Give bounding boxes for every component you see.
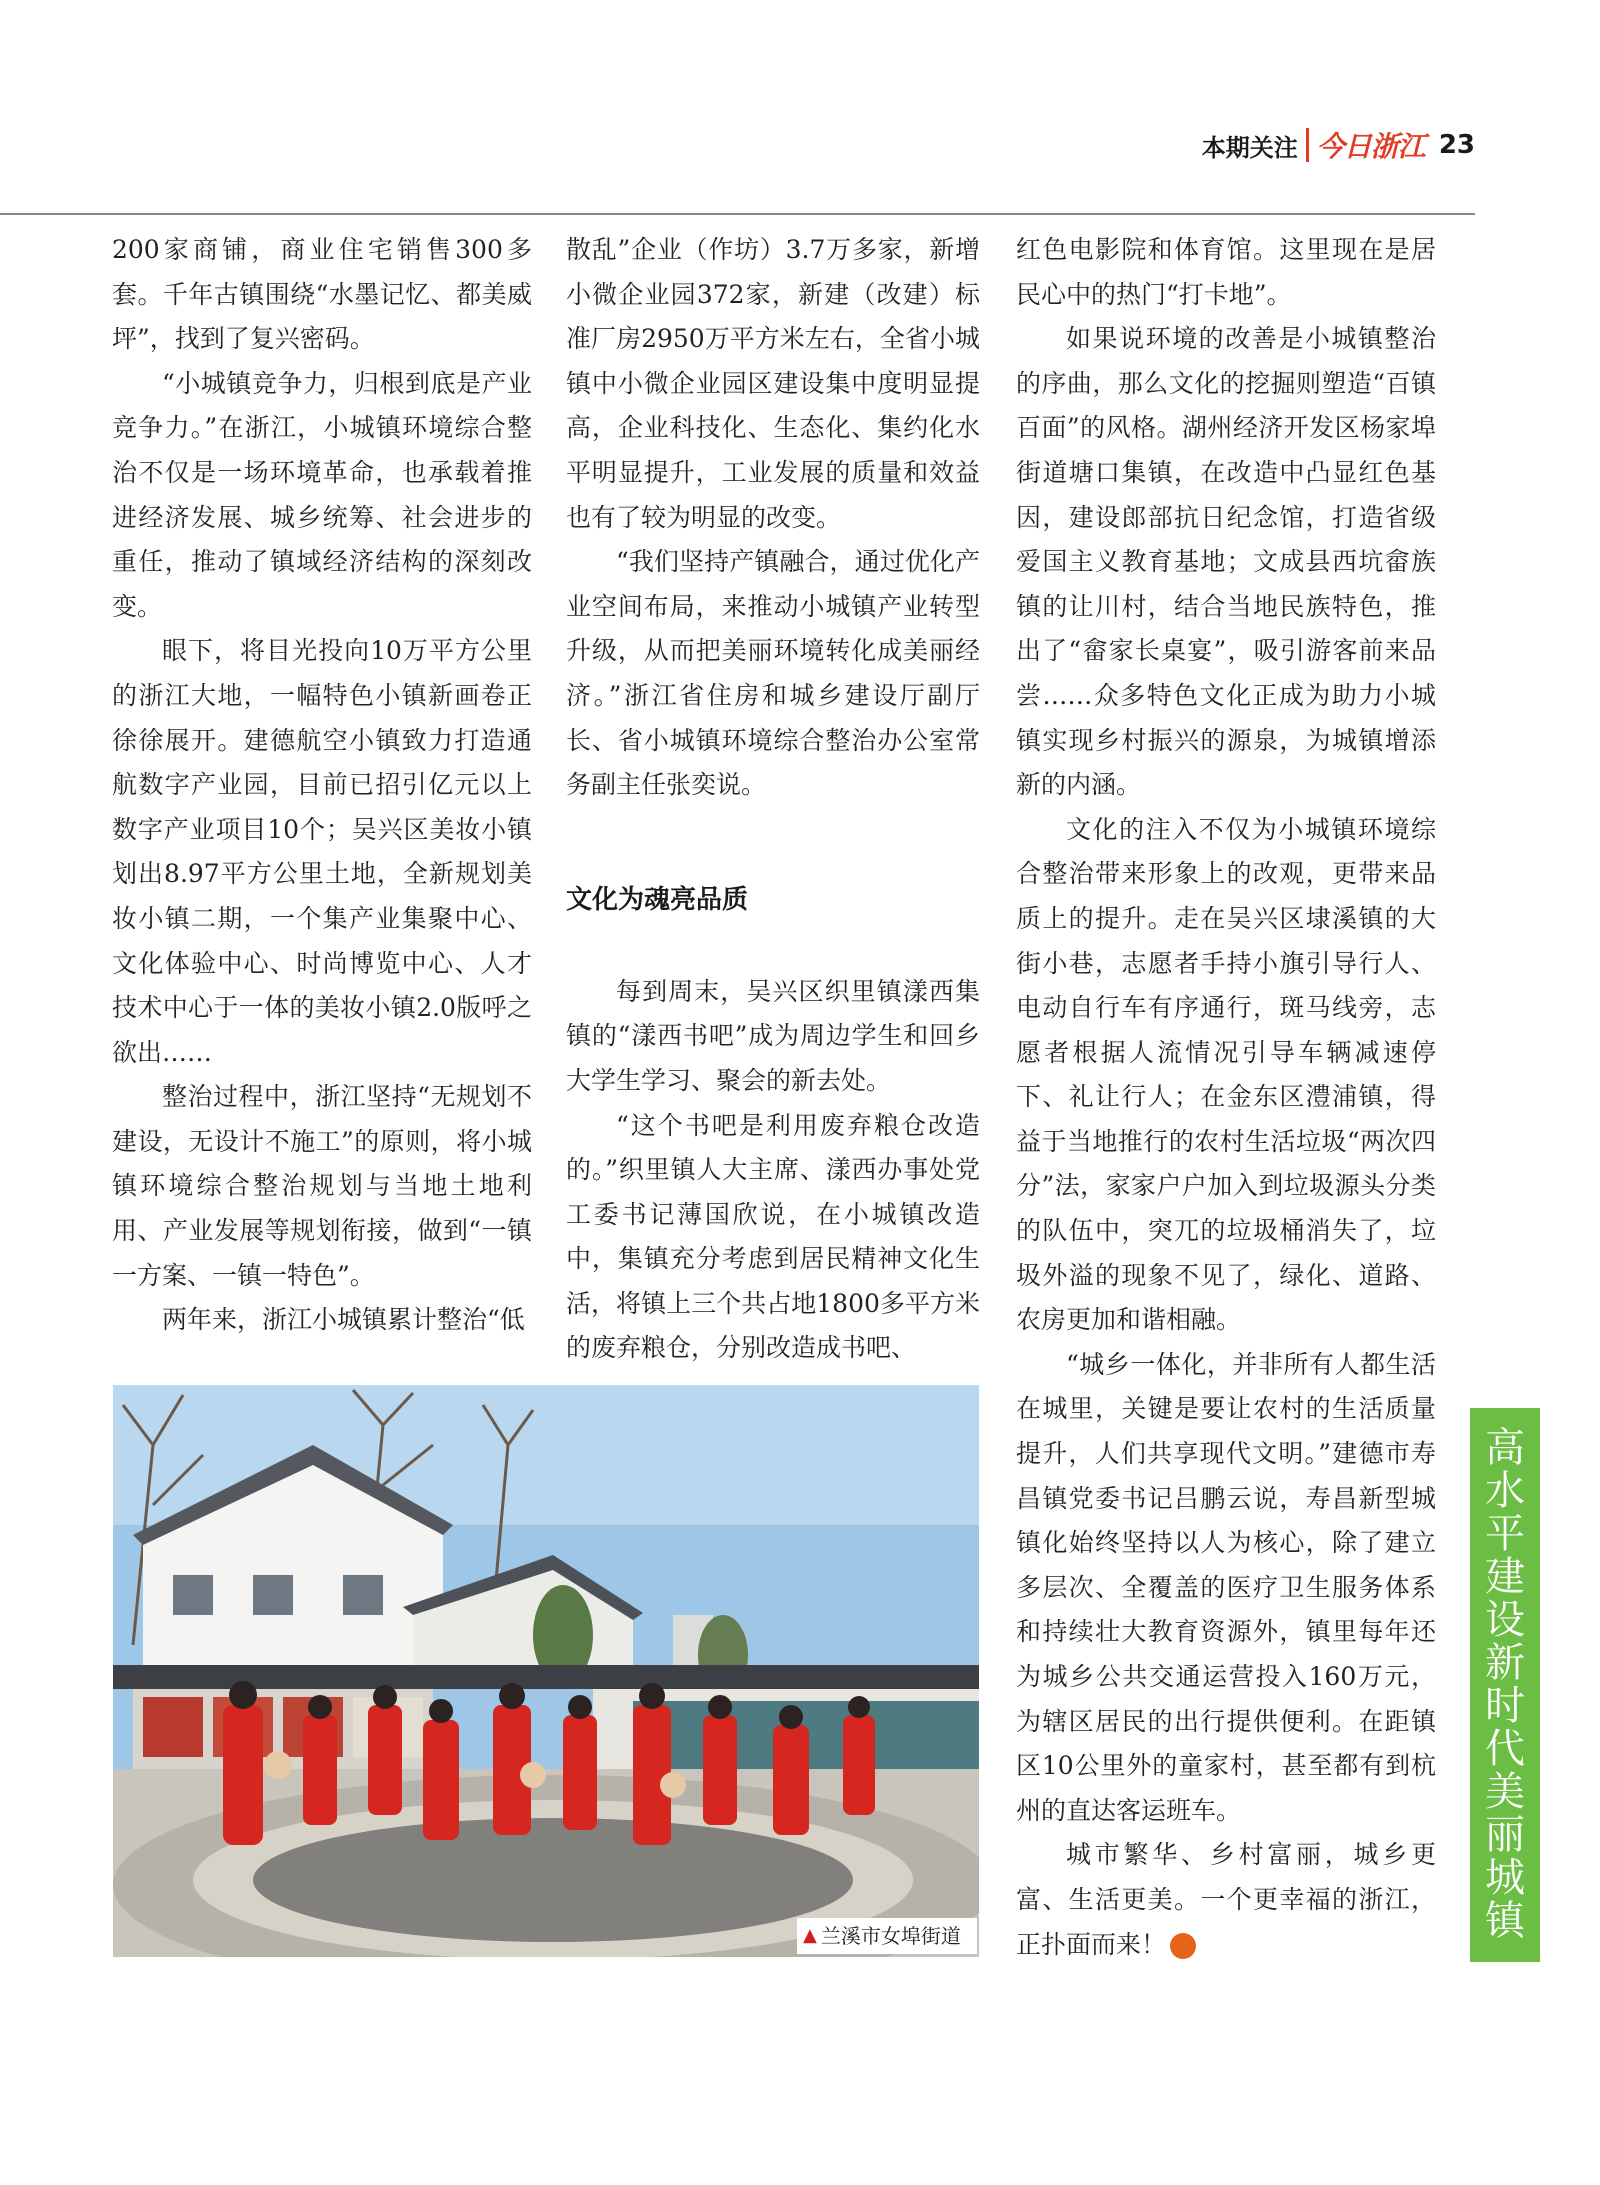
paragraph: 散乱”企业（作坊）3.7万多家，新增小微企业园372家，新建（改建）标准厂房2950万平方米左右，全省小城镇中小微企业园区建设集中度明显提高，企业科技化、生态化、集约化水平明显提升，工业发展的质量和效益也有了较为明显的改变。	[566, 235, 980, 532]
header-rule	[0, 213, 1475, 215]
paragraph: “我们坚持产镇融合，通过优化产业空间布局，来推动小城镇产业转型升级，从而把美丽环境转化成美丽经济。”浙江省住房和城乡建设厅副厅长、省小城镇环境综合整治办公室常务副主任张奕说。	[566, 547, 980, 800]
article-column-3	[1016, 228, 1436, 1967]
header-divider	[1306, 128, 1309, 162]
caption-text: 兰溪市女埠街道	[820, 1924, 961, 1948]
sidebar-char: 水	[1485, 1468, 1525, 1514]
sidebar-char: 时	[1485, 1683, 1525, 1729]
article-column-1	[112, 228, 532, 1343]
section-heading: 文化为魂亮品质	[566, 884, 749, 915]
column-sidebar-label	[1470, 1408, 1540, 1962]
sidebar-char: 新	[1485, 1640, 1525, 1686]
paragraph-text: 城市繁华、乡村富丽，城乡更富、生活更美。一个更幸福的浙江，正扑面而来！	[1016, 1840, 1436, 1959]
page-header	[1202, 120, 1475, 170]
photo-caption	[797, 1918, 977, 1954]
sidebar-char: 丽	[1485, 1812, 1525, 1858]
magazine-logo: 今日浙江	[1316, 130, 1425, 163]
end-mark-icon	[1170, 1933, 1196, 1959]
paragraph: 每到周末，吴兴区织里镇漾西集镇的“漾西书吧”成为周边学生和回乡大学生学习、聚会的新去处。	[566, 976, 980, 1095]
page-number: 23	[1438, 130, 1475, 160]
sidebar-char: 建	[1485, 1554, 1525, 1600]
caption-triangle-icon: ▲	[803, 1925, 817, 1946]
section-title: 本期关注	[1201, 133, 1298, 162]
sidebar-char: 平	[1485, 1511, 1525, 1557]
closing-paragraph	[1016, 1833, 1436, 1967]
paragraph: 眼下，将目光投向10万平方公里的浙江大地，一幅特色小镇新画卷正徐徐展开。建德航空小镇致力打造通航数字产业园，目前已招引亿元以上数字产业项目10个；吴兴区美妆小镇划出8.97平方公里土地，全新规划美妆小镇二期，一个集产业集聚中心、文化体验中心、时尚博览中心、人才技术中心于一体的美妆小镇2.0版呼之欲出……	[112, 636, 532, 1067]
sidebar-char: 美	[1485, 1769, 1525, 1815]
paragraph: 文化的注入不仅为小城镇环境综合整治带来形象上的改观，更带来品质上的提升。走在吴兴区埭溪镇的大街小巷，志愿者手持小旗引导行人、电动自行车有序通行，斑马线旁，志愿者根据人流情况引导车辆减速停下、礼让行人；在金东区澧浦镇，得益于当地推行的农村生活垃圾“两次四分”法，家家户户加入到垃圾源头分类的队伍中，突兀的垃圾桶消失了，垃圾外溢的现象不见了，绿化、道路、农房更加和谐相融。	[1016, 814, 1436, 1335]
dance-photo	[113, 1385, 979, 1957]
paragraph: 红色电影院和体育馆。这里现在是居民心中的热门“打卡地”。	[1016, 235, 1436, 309]
sidebar-char: 设	[1485, 1597, 1525, 1643]
paragraph: 如果说环境的改善是小城镇整治的序曲，那么文化的挖掘则塑造“百镇百面”的风格。湖州经济开发区杨家埠街道塘口集镇，在改造中凸显红色基因，建设郎部抗日纪念馆，打造省级爱国主义教育基地；文成县西坑畲族镇的让川村，结合当地民族特色，推出了“畲家长桌宴”，吸引游客前来品尝……众多特色文化正成为助力小城镇实现乡村振兴的源泉，为城镇增添新的内涵。	[1016, 324, 1436, 800]
paragraph: “城乡一体化，并非所有人都生活在城里，关键是要让农村的生活质量提升，人们共享现代文明。”建德市寿昌镇党委书记吕鹏云说，寿昌新型城镇化始终坚持以人为核心，除了建立多层次、全覆盖的医疗卫生服务体系和持续壮大教育资源外，镇里每年还为城乡公共交通运营投入160万元，为辖区居民的出行提供便利。在距镇区10公里外的童家村，甚至都有到杭州的直达客运班车。	[1016, 1349, 1436, 1825]
sidebar-char: 城	[1485, 1855, 1525, 1901]
paragraph: 两年来，浙江小城镇累计整治“低	[162, 1305, 525, 1335]
sidebar-char: 高	[1485, 1425, 1525, 1471]
sidebar-char: 代	[1485, 1726, 1525, 1772]
paragraph: 200家商铺，商业住宅销售300多套。千年古镇围绕“水墨记忆、都美威坪”，找到了复兴密码。	[112, 235, 532, 354]
paragraph: “小城镇竞争力，归根到底是产业竞争力。”在浙江，小城镇环境综合整治不仅是一场环境革命，也承载着推进经济发展、城乡统筹、社会进步的重任，推动了镇域经济结构的深刻改变。	[112, 368, 532, 621]
paragraph: “这个书吧是利用废弃粮仓改造的。”织里镇人大主席、漾西办事处党工委书记薄国欣说，在小城镇改造中，集镇充分考虑到居民精神文化生活，将镇上三个共占地1800多平方米的废弃粮仓，分别改造成书吧、	[566, 1110, 980, 1363]
article-column-2	[566, 228, 980, 1371]
sidebar-char: 镇	[1485, 1898, 1525, 1944]
paragraph: 整治过程中，浙江坚持“无规划不建设，无设计不施工”的原则，将小城镇环境综合整治规划与当地土地利用、产业发展等规划衔接，做到“一镇一方案、一镇一特色”。	[112, 1082, 532, 1290]
